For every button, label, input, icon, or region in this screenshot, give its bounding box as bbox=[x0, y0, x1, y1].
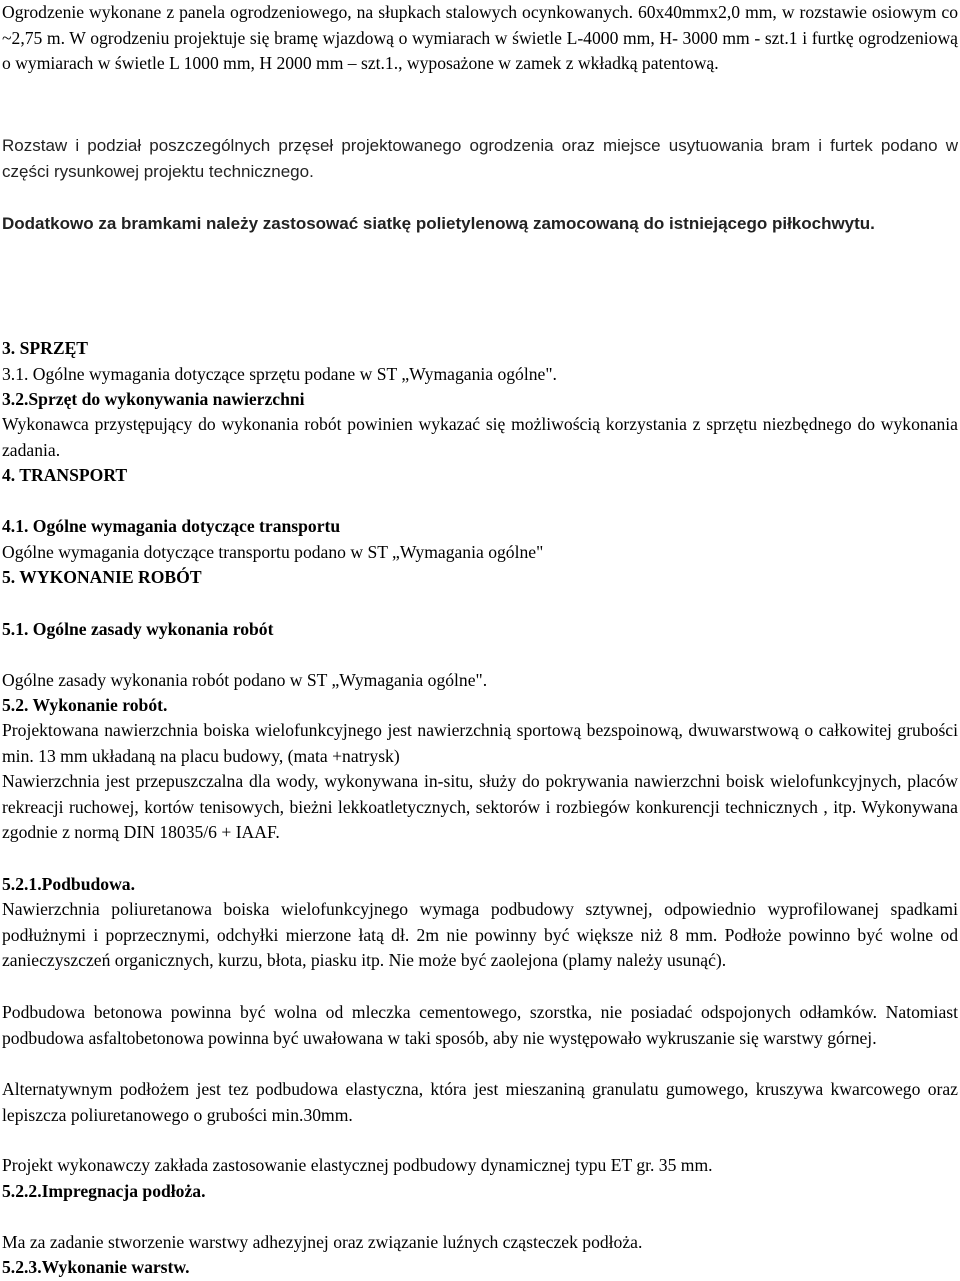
paragraph-5-2-permeable: Nawierzchnia jest przepuszczalna dla wody, wykonywana in-situ, służy do pokrywania nawierzchni boisk wielofunkcyjnych, placów rekreacji ruchowej, kortów tenisowych, bieżni lekkoatletycznych, sektorów i rozbiegów konkurencji technicznych , itp. Wykonywana zgodnie z normą DIN 18035/6 + IAAF. bbox=[2, 771, 958, 843]
paragraph-fence-intro: Ogrodzenie wykonane z panela ogrodzeniowego, na słupkach stalowych ocynkowanych. 60x40mmx2,0 mm, w rozstawie osiowym co ~2,75 m. W ogrodzeniu projektuje się bramę wjazdową o wymiarach w świetle L-4000 mm, H- 3000 mm - szt.1 i furtkę ogrodzeniową o wymiarach w świetle L 1000 mm, H 2000 mm – szt.1., wyposażone w zamek z wkładką patentową. bbox=[2, 2, 958, 74]
paragraph-fence-spacing: Rozstaw i podział poszczególnych przęseł projektowanego ogrodzenia oraz miejsce usytuowania bram i furtek podano w części rysunkowej projektu technicznego. bbox=[2, 136, 958, 181]
paragraph-3-1: 3.1. Ogólne wymagania dotyczące sprzętu podane w ST „Wymagania ogólne". bbox=[2, 364, 557, 384]
heading-3-2: 3.2.Sprzęt do wykonywania nawierzchni bbox=[2, 389, 305, 409]
heading-5-1: 5.1. Ogólne zasady wykonania robót bbox=[2, 619, 274, 639]
heading-section-3: 3. SPRZĘT bbox=[2, 338, 89, 358]
heading-section-5: 5. WYKONANIE ROBÓT bbox=[2, 567, 202, 587]
paragraph-5-1: Ogólne zasady wykonania robót podano w ST „Wymagania ogólne". bbox=[2, 670, 488, 690]
paragraph-5-2-1-subbase: Nawierzchnia poliuretanowa boiska wielofunkcyjnego wymaga podbudowy sztywnej, odpowiednio wyprofilowanej spadkami podłużnymi i poprzecznymi, odchyłki mierzone łatą dł. 2m nie powinny być większe niż 8 mm. Podłoże powinno być wolne od zanieczyszczeń organicznych, kurzu, błota, piasku itp. Nie może być zaolejona (plamy należy usunąć). bbox=[2, 899, 958, 971]
heading-5-2-1: 5.2.1.Podbudowa. bbox=[2, 874, 135, 894]
paragraph-4-1: Ogólne wymagania dotyczące transportu podano w ST „Wymagania ogólne" bbox=[2, 542, 544, 562]
heading-5-2-3: 5.2.3.Wykonanie warstw. bbox=[2, 1257, 190, 1277]
heading-section-4: 4. TRANSPORT bbox=[2, 465, 128, 485]
paragraph-5-2-2: Ma za zadanie stworzenie warstwy adhezyjnej oraz związanie luźnych cząsteczek podłoża. bbox=[2, 1232, 643, 1252]
heading-5-2: 5.2. Wykonanie robót. bbox=[2, 695, 168, 715]
paragraph-net-note: Dodatkowo za bramkami należy zastosować siatkę polietylenową zamocowaną do istniejącego piłkochwytu. bbox=[2, 214, 875, 233]
paragraph-3-2: Wykonawca przystępujący do wykonania robót powinien wykazać się możliwością korzystania z sprzętu niezbędnego do wykonania zadania. bbox=[2, 414, 958, 460]
paragraph-5-2-surface: Projektowana nawierzchnia boiska wielofunkcyjnego jest nawierzchnią sportową bezspoinową, dwuwarstwową o całkowitej grubości min. 13 mm układaną na placu budowy, (mata +natrysk) bbox=[2, 720, 958, 766]
paragraph-5-2-1-concrete: Podbudowa betonowa powinna być wolna od mleczka cementowego, szorstka, nie posiadać odspojonych odłamków. Natomiast podbudowa asfaltobetonowa powinna być uwałowana w taki sposób, aby nie występowało wykruszanie się warstwy górnej. bbox=[2, 1002, 958, 1048]
heading-5-2-2: 5.2.2.Impregnacja podłoża. bbox=[2, 1181, 206, 1201]
paragraph-5-2-1-elastic: Alternatywnym podłożem jest tez podbudowa elastyczna, która jest mieszaniną granulatu gumowego, kruszywa kwarcowego oraz lepiszcza poliuretanowego o grubości min.30mm. bbox=[2, 1079, 958, 1125]
heading-4-1: 4.1. Ogólne wymagania dotyczące transportu bbox=[2, 516, 341, 536]
paragraph-5-2-1-project: Projekt wykonawczy zakłada zastosowanie elastycznej podbudowy dynamicznej typu ET gr. 35 mm. bbox=[2, 1155, 713, 1175]
